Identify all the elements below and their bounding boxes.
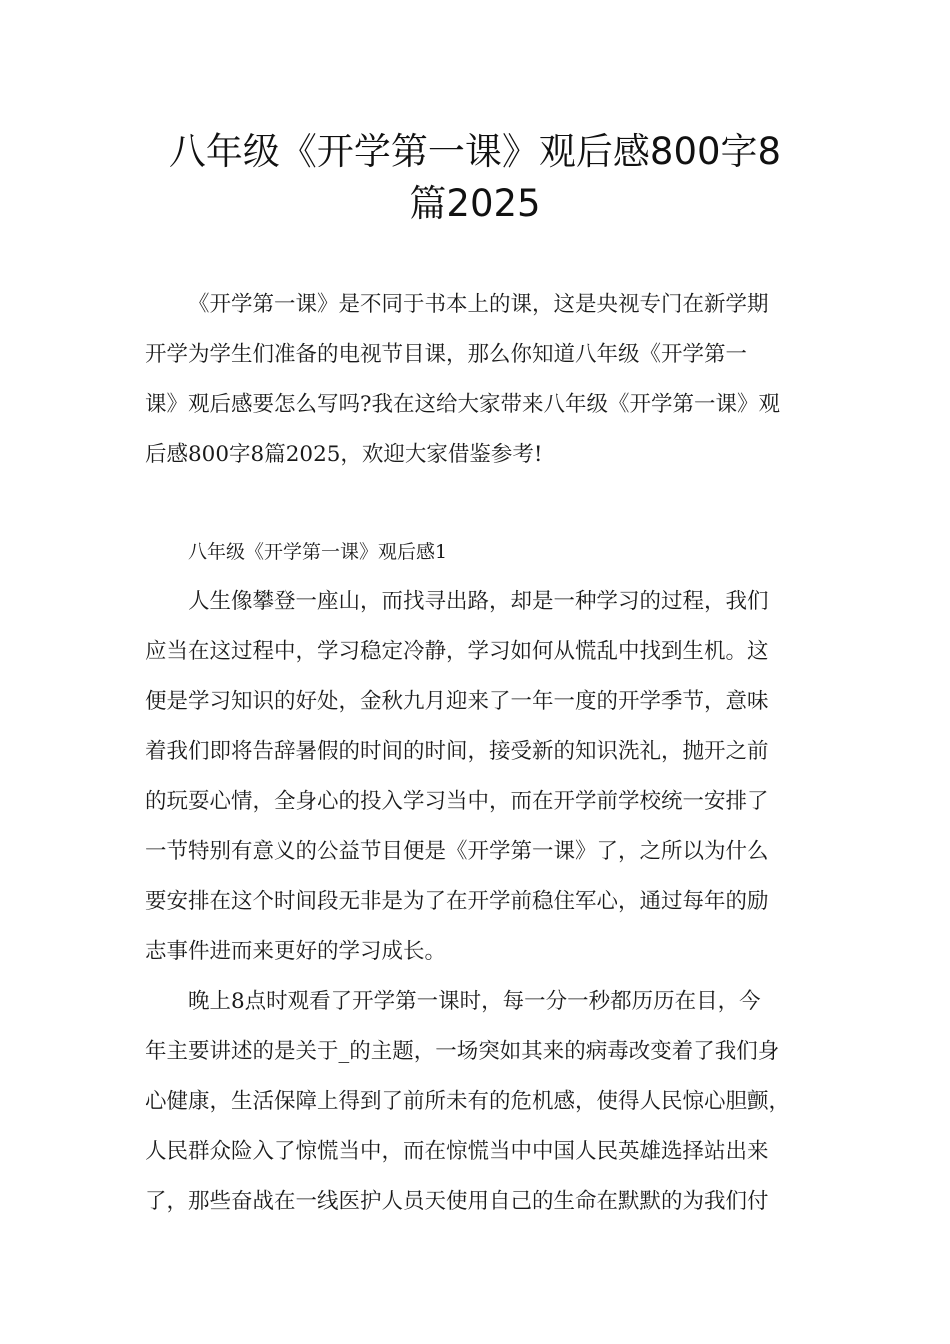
text-line: 心健康，生活保障上得到了前所未有的危机感，使得人民惊心胆颤， (145, 1089, 791, 1114)
text-line: 便是学习知识的好处，金秋九月迎来了一年一度的开学季节，意味 (145, 689, 769, 714)
text-line: 志事件进而来更好的学习成长。 (145, 939, 447, 964)
essay-heading: 八年级《开学第一课》观后感1 (188, 541, 448, 563)
title-line-2: 篇2025 (409, 182, 541, 225)
title-line-1: 八年级《开学第一课》观后感800字8 (168, 130, 782, 173)
text-line: 着我们即将告辞暑假的时间的时间，接受新的知识洗礼，抛开之前 (145, 739, 769, 764)
text-line: 《开学第一课》是不同于书本上的课，这是央视专门在新学期 (188, 292, 769, 317)
essay-section-1 (145, 527, 810, 1227)
intro-paragraph (145, 280, 810, 480)
text-line: 人民群众险入了惊慌当中，而在惊慌当中中国人民英雄选择站出来 (145, 1139, 769, 1164)
text-line: 了，那些奋战在一线医护人员天使用自己的生命在默默的为我们付 (145, 1189, 769, 1214)
text-line: 课》观后感要怎么写吗?我在这给大家带来八年级《开学第一课》观 (145, 392, 781, 417)
essay-paragraph-1 (145, 577, 810, 977)
intro-section (145, 280, 810, 480)
text-line: 要安排在这个时间段无非是为了在开学前稳住军心，通过每年的励 (145, 889, 769, 914)
text-line: 后感800字8篇2025，欢迎大家借鉴参考! (145, 442, 543, 467)
text-line: 人生像攀登一座山，而找寻出路，却是一种学习的过程，我们 (188, 589, 769, 614)
text-line: 开学为学生们准备的电视节目课，那么你知道八年级《开学第一 (145, 342, 748, 367)
text-line: 应当在这过程中，学习稳定冷静，学习如何从慌乱中找到生机。这 (145, 639, 769, 664)
text-line: 一节特别有意义的公益节目便是《开学第一课》了，之所以为什么 (145, 839, 769, 864)
essay-paragraph-2 (145, 977, 810, 1227)
text-line: 的玩耍心情，全身心的投入学习当中，而在开学前学校统一安排了 (145, 789, 769, 814)
document-title (120, 126, 830, 230)
text-line: 晚上8点时观看了开学第一课时，每一分一秒都历历在目，今 (188, 989, 761, 1014)
text-line: 年主要讲述的是关于_的主题，一场突如其来的病毒改变着了我们身 (145, 1039, 780, 1064)
